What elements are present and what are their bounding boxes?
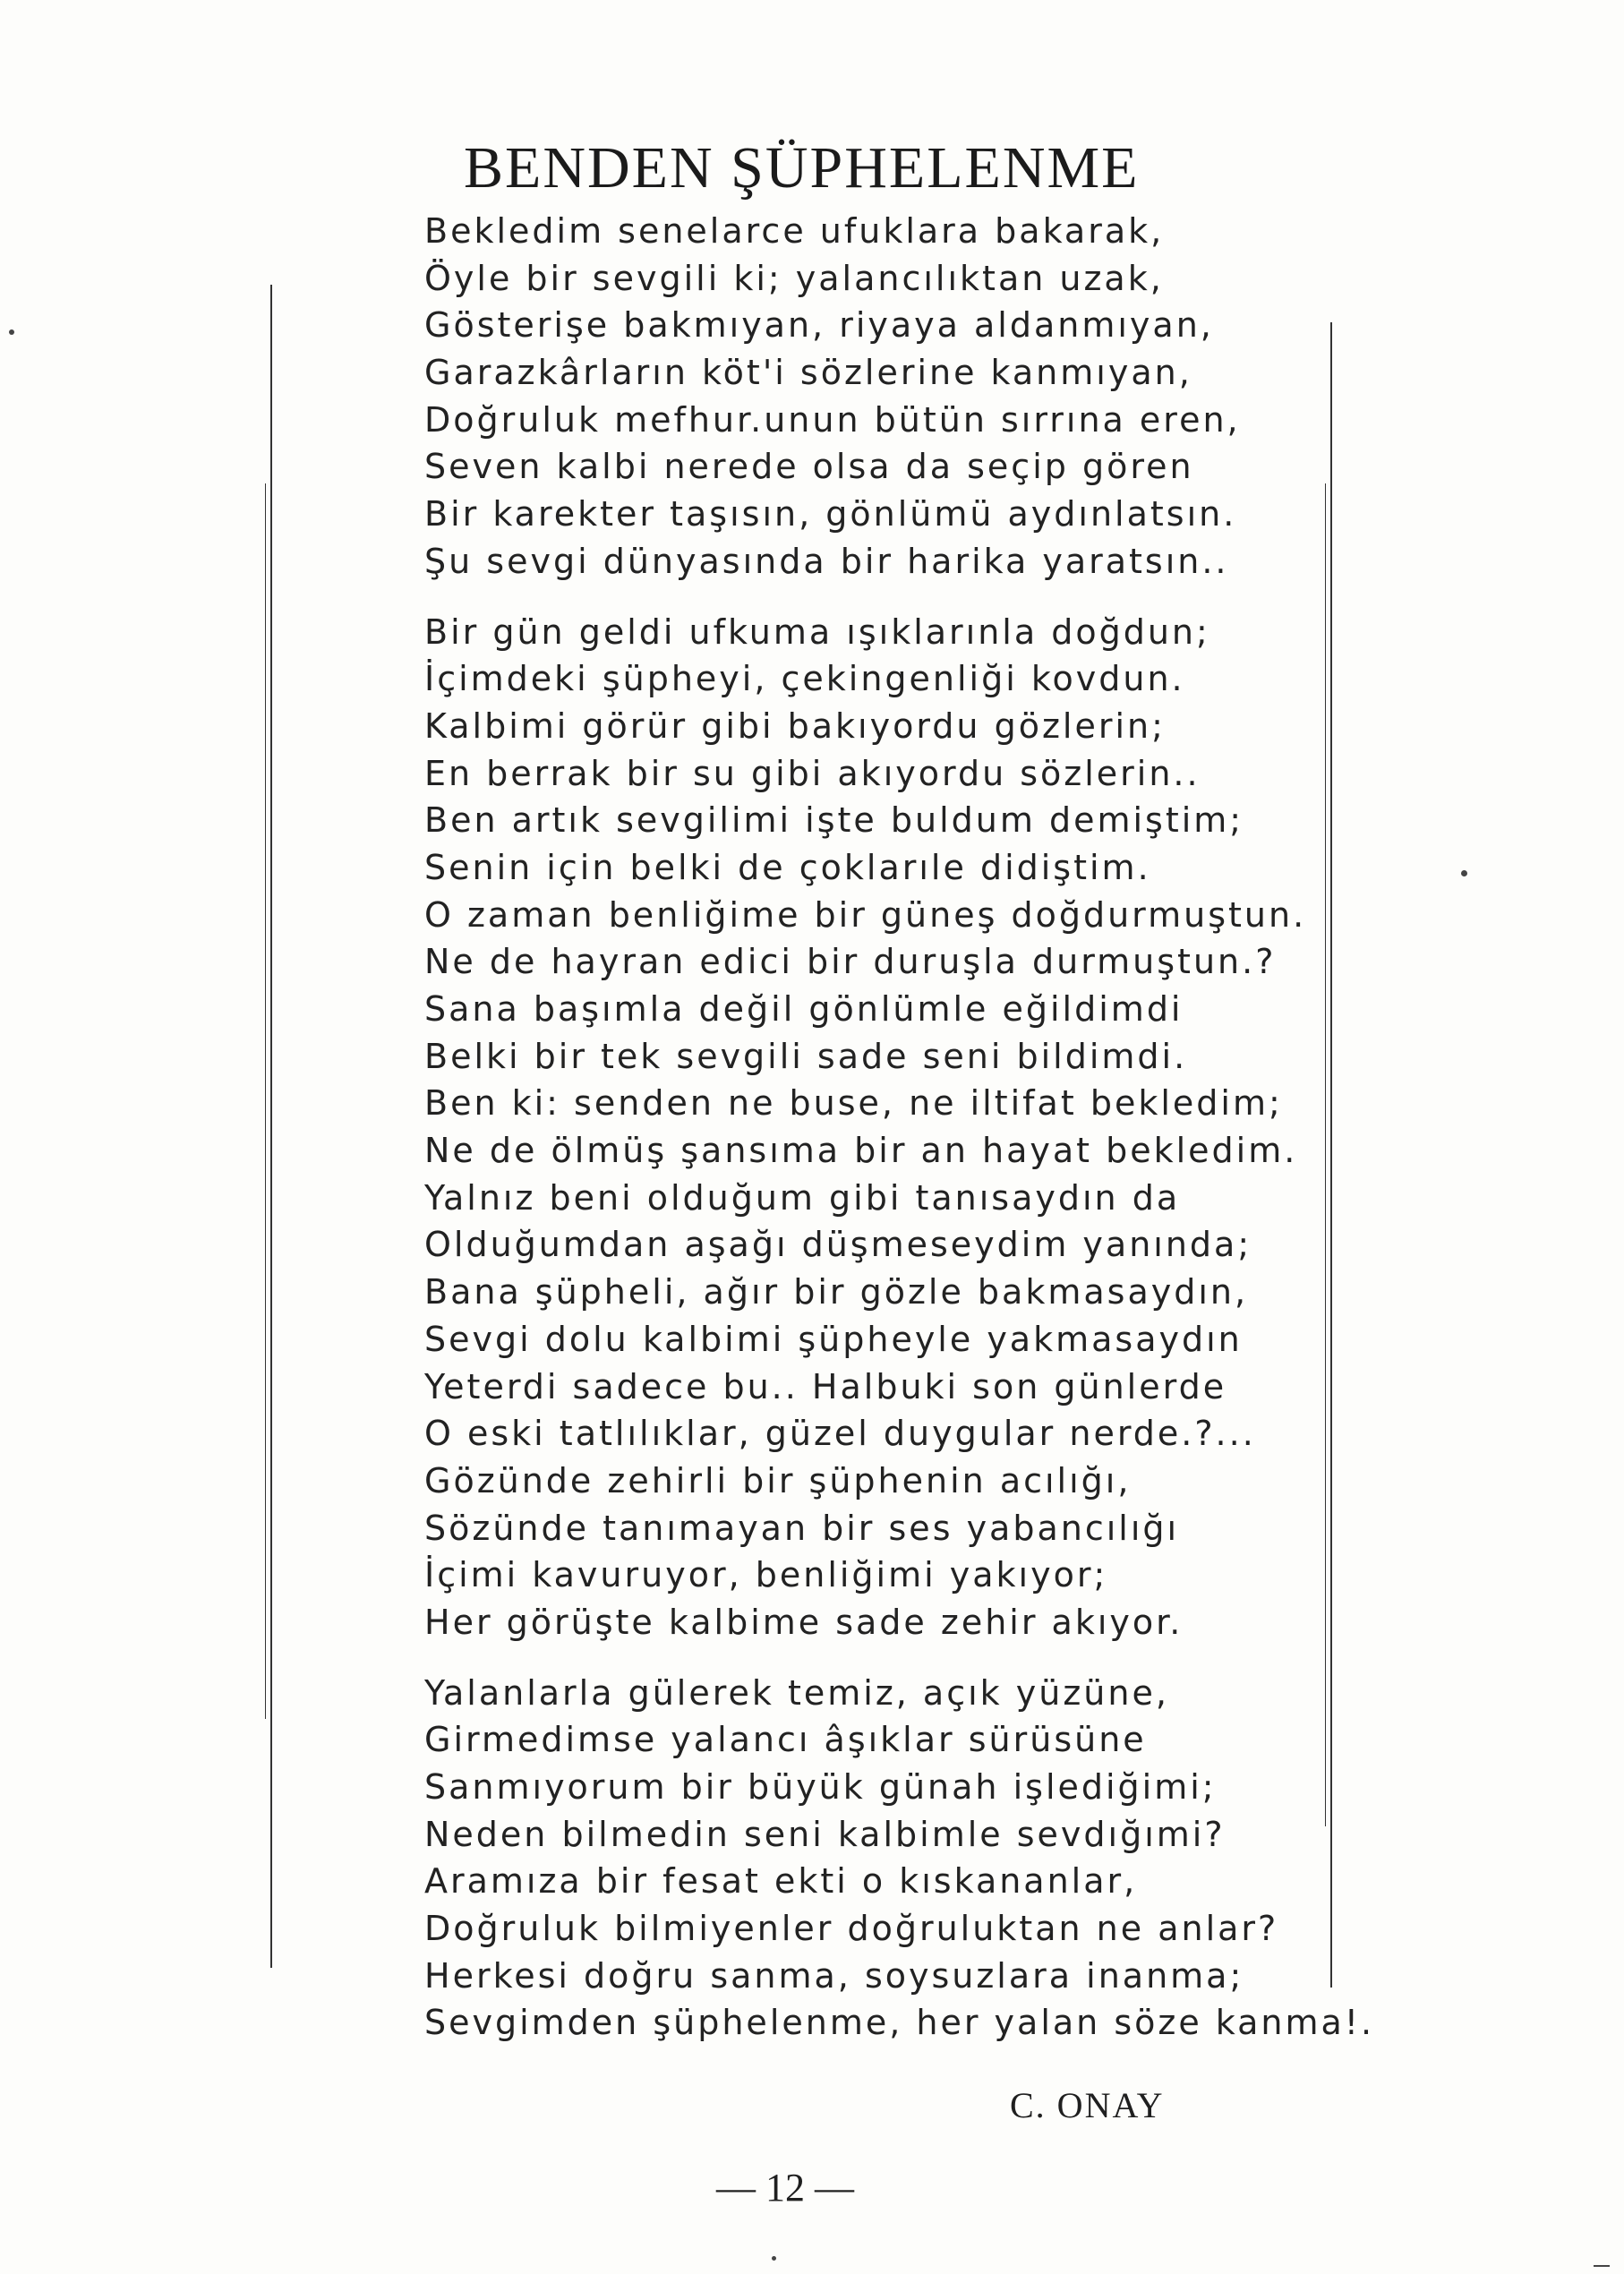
poem-title: BENDEN ŞÜPHELENME bbox=[464, 135, 1140, 201]
poem-line: Kalbimi görür gibi bakıyordu gözlerin; bbox=[424, 705, 1166, 746]
poem-line: Ne de hayran edici bir duruşla durmuştun.? bbox=[424, 942, 1277, 982]
poem-line: Ne de ölmüş şansıma bir an hayat bekledim. bbox=[424, 1131, 1298, 1171]
poem-line: Sevgi dolu kalbimi şüpheyle yakmasaydın bbox=[424, 1319, 1243, 1359]
poem-line: Seven kalbi nerede olsa da seçip gören bbox=[424, 447, 1194, 487]
stanza bbox=[424, 609, 1338, 1646]
poem-line: Sevgimden şüphelenme, her yalan söze kanma!. bbox=[424, 2003, 1375, 2043]
poem-line: Ben ki: senden ne buse, ne iltifat bekledim; bbox=[424, 1083, 1283, 1124]
stanza bbox=[424, 208, 1338, 586]
poem-line: Gözünde zehirli bir şüphenin acılığı, bbox=[424, 1460, 1132, 1500]
poem-line: En berrak bir su gibi akıyordu sözlerin.. bbox=[424, 753, 1201, 793]
right-margin-rule bbox=[1330, 322, 1332, 1988]
scan-speck bbox=[772, 2256, 776, 2261]
scan-speck bbox=[9, 329, 14, 335]
poem-line: Girmedimse yalancı âşıklar sürüsüne bbox=[424, 1720, 1147, 1760]
poem-line: Yeterdi sadece bu.. Halbuki son günlerde bbox=[424, 1366, 1227, 1406]
poem-line: Öyle bir sevgili ki; yalancılıktan uzak, bbox=[424, 258, 1164, 298]
poem-line: Aramıza bir fesat ekti o kıskananlar, bbox=[424, 1861, 1138, 1902]
stanza bbox=[424, 1670, 1375, 2047]
poem-line: Olduğumdan aşağı düşmeseydim yanında; bbox=[424, 1225, 1252, 1265]
scan-speck bbox=[1461, 870, 1467, 876]
poem-line: İçimdeki şüpheyi, çekingenliği kovdun. bbox=[424, 659, 1185, 699]
poem-line: Bir karekter taşısın, gönlümü aydınlatsın. bbox=[424, 494, 1237, 534]
left-margin-rule-faint bbox=[265, 483, 266, 1719]
poem-line: Garazkârların köt'i sözlerine kanmıyan, bbox=[424, 353, 1192, 393]
poem-line: Neden bilmedin seni kalbimle sevdığımi? bbox=[424, 1814, 1226, 1854]
poem-line: Şu sevgi dünyasında bir harika yaratsın.. bbox=[424, 541, 1229, 581]
poem-line: Yalanlarla gülerek temiz, açık yüzüne, bbox=[424, 1672, 1169, 1713]
poem-line: Herkesi doğru sanma, soysuzlara inanma; bbox=[424, 1955, 1244, 1996]
left-margin-rule bbox=[270, 285, 272, 1968]
poem-line: Bir gün geldi ufkuma ışıklarınla doğdun; bbox=[424, 611, 1210, 652]
scan-speck bbox=[1594, 2265, 1610, 2267]
poem-line: Sanmıyorum bir büyük günah işlediğimi; bbox=[424, 1767, 1217, 1807]
poem-line: Doğruluk bilmiyenler doğruluktan ne anlar? bbox=[424, 1909, 1279, 1949]
poem-line: O eski tatlılıklar, güzel duygular nerde.?... bbox=[424, 1414, 1256, 1454]
poem-line: Ben artık sevgilimi işte buldum demiştim; bbox=[424, 800, 1244, 841]
poem-line: İçimi kavuruyor, benliğimi yakıyor; bbox=[424, 1555, 1108, 1595]
poem-line: Senin için belki de çoklarıle didiştim. bbox=[424, 847, 1151, 887]
page-number: — 12 — bbox=[716, 2166, 854, 2210]
author-signature: C. ONAY bbox=[1010, 2085, 1165, 2125]
poem-line: Sözünde tanımayan bir ses yabancılığı bbox=[424, 1508, 1180, 1548]
poem-line: O zaman benliğime bir güneş doğdurmuştun. bbox=[424, 894, 1307, 935]
right-margin-rule-faint bbox=[1325, 483, 1326, 1826]
poem-line: Bekledim senelarce ufuklara bakarak, bbox=[424, 211, 1165, 251]
poem-line: Doğruluk mefhur.unun bütün sırrına eren, bbox=[424, 399, 1241, 440]
poem-line: Her görüşte kalbime sade zehir akıyor. bbox=[424, 1602, 1184, 1642]
poem-body bbox=[424, 208, 1375, 2047]
poem-line: Gösterişe bakmıyan, riyaya aldanmıyan, bbox=[424, 305, 1214, 346]
poem-line: Sana başımla değil gönlümle eğildimdi bbox=[424, 989, 1184, 1029]
poem-line: Bana şüpheli, ağır bir gözle bakmasaydın, bbox=[424, 1272, 1249, 1312]
poem-line: Belki bir tek sevgili sade seni bildimdi. bbox=[424, 1036, 1188, 1076]
poem-line: Yalnız beni olduğum gibi tanısaydın da bbox=[424, 1177, 1181, 1218]
